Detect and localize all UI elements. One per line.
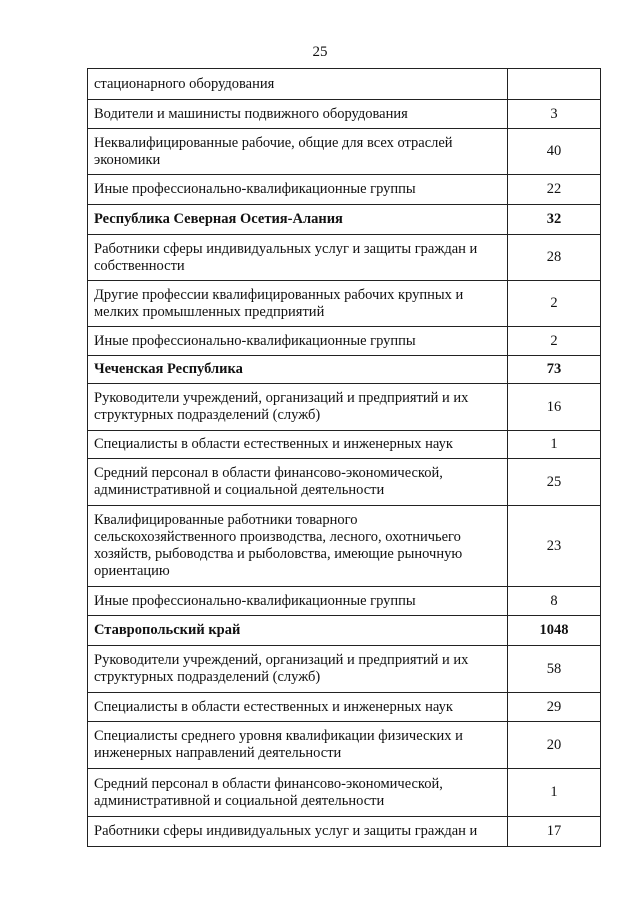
count-cell: 2 xyxy=(508,327,601,356)
region-row xyxy=(88,205,601,235)
occupation-group-cell: Средний персонал в области финансово-экономической, административной и социальной деятельности xyxy=(88,459,508,506)
region-row xyxy=(88,616,601,646)
table-row xyxy=(88,769,601,817)
occupation-group-cell: Специалисты среднего уровня квалификации физических и инженерных направлений деятельности xyxy=(88,722,508,769)
occupation-group-cell: Специалисты в области естественных и инженерных наук xyxy=(88,431,508,459)
region-total-cell: 1048 xyxy=(508,616,601,646)
table-row xyxy=(88,646,601,693)
table-row xyxy=(88,693,601,722)
occupation-group-cell: Средний персонал в области финансово-экономической, административной и социальной деятельности xyxy=(88,769,508,817)
region-name-cell: Ставропольский край xyxy=(88,616,508,646)
occupation-group-cell: Другие профессии квалифицированных рабочих крупных и мелких промышленных предприятий xyxy=(88,281,508,327)
table-row xyxy=(88,327,601,356)
occupation-group-cell: Иные профессионально-квалификационные группы xyxy=(88,327,508,356)
occupation-group-cell: Водители и машинисты подвижного оборудования xyxy=(88,100,508,129)
table-row xyxy=(88,175,601,205)
table-row xyxy=(88,129,601,175)
occupation-group-cell: Руководители учреждений, организаций и предприятий и их структурных подразделений (служб) xyxy=(88,646,508,693)
table-row xyxy=(88,722,601,769)
count-cell: 28 xyxy=(508,235,601,281)
occupation-group-cell: стационарного оборудования xyxy=(88,69,508,100)
table-row xyxy=(88,817,601,847)
table-row xyxy=(88,587,601,616)
table-row xyxy=(88,69,601,100)
table-row xyxy=(88,281,601,327)
table-row xyxy=(88,384,601,431)
occupation-group-cell: Работники сферы индивидуальных услуг и защиты граждан и xyxy=(88,817,508,847)
region-name-cell: Чеченская Республика xyxy=(88,356,508,384)
table-row xyxy=(88,431,601,459)
region-name-cell: Республика Северная Осетия-Алания xyxy=(88,205,508,235)
count-cell: 40 xyxy=(508,129,601,175)
count-cell: 3 xyxy=(508,100,601,129)
count-cell: 8 xyxy=(508,587,601,616)
occupation-group-cell: Работники сферы индивидуальных услуг и защиты граждан и собственности xyxy=(88,235,508,281)
count-cell: 2 xyxy=(508,281,601,327)
count-cell: 29 xyxy=(508,693,601,722)
page-number: 25 xyxy=(312,44,328,60)
occupation-group-cell: Иные профессионально-квалификационные группы xyxy=(88,175,508,205)
count-cell: 25 xyxy=(508,459,601,506)
count-cell: 23 xyxy=(508,506,601,587)
occupation-group-cell: Специалисты в области естественных и инженерных наук xyxy=(88,693,508,722)
count-cell: 17 xyxy=(508,817,601,847)
table-row xyxy=(88,506,601,587)
count-cell: 58 xyxy=(508,646,601,693)
occupation-group-cell: Квалифицированные работники товарного сельскохозяйственного производства, лесного, охотничьего хозяйств, рыбоводства и рыболовства, имеющие рыночную ориентацию xyxy=(88,506,508,587)
count-cell: 1 xyxy=(508,769,601,817)
count-cell: 20 xyxy=(508,722,601,769)
count-cell: 22 xyxy=(508,175,601,205)
table-row xyxy=(88,459,601,506)
occupation-group-cell: Иные профессионально-квалификационные группы xyxy=(88,587,508,616)
count-cell xyxy=(508,69,601,100)
count-cell: 1 xyxy=(508,431,601,459)
count-cell: 16 xyxy=(508,384,601,431)
occupation-group-cell: Неквалифицированные рабочие, общие для всех отраслей экономики xyxy=(88,129,508,175)
region-row xyxy=(88,356,601,384)
table-row xyxy=(88,100,601,129)
occupation-group-cell: Руководители учреждений, организаций и предприятий и их структурных подразделений (служб) xyxy=(88,384,508,431)
region-total-cell: 73 xyxy=(508,356,601,384)
table-body xyxy=(88,69,601,847)
region-total-cell: 32 xyxy=(508,205,601,235)
data-table xyxy=(87,68,601,847)
table-row xyxy=(88,235,601,281)
